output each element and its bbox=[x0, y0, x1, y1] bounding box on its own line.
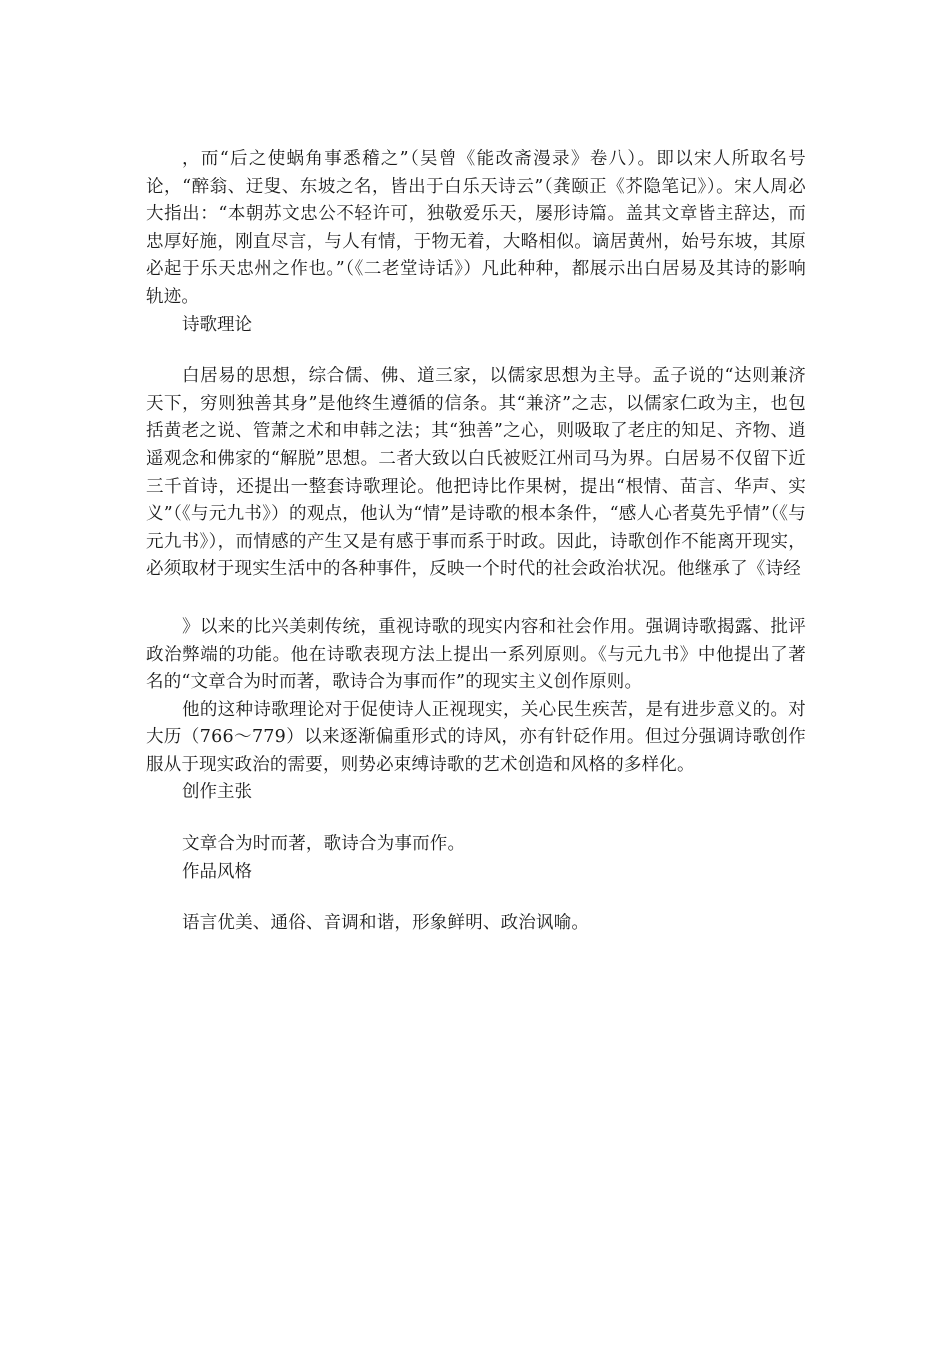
paragraph-thought: 白居易的思想，综合儒、佛、道三家，以儒家思想为主导。孟子说的“达则兼济天下，穷则独善其身”是他终生遵循的信条。其“兼济”之志，以儒家仁政为主，也包括黄老之说、管萧之术和申韩之法；其“独善”之心，则吸取了老庄的知足、齐物、逍遥观念和佛家的“解脱”思想。二者大致以白氏被贬江州司马为界。白居易不仅留下近三千首诗，还提出一整套诗歌理论。他把诗比作果树，提出“根情、苗言、华声、实义”（《与元九书》）的观点，他认为“情”是诗歌的根本条件，“感人心者莫先乎情”（《与元九书》），而情感的产生又是有感于事而系于时政。因此，诗歌创作不能离开现实，必须取材于现实生活中的各种事件，反映一个时代的社会政治状况。他继承了《诗经 bbox=[146, 366, 806, 580]
heading-poetry-theory: 诗歌理论 bbox=[182, 314, 252, 335]
paragraph-significance: 他的这种诗歌理论对于促使诗人正视现实，关心民生疾苦，是有进步意义的。对大历（766～779）以来逐渐偏重形式的诗风，亦有针砭作用。但过分强调诗歌创作服从于现实政治的需要，则势必束缚诗歌的艺术创造和风格的多样化。 bbox=[146, 699, 806, 775]
heading-creative-proposition: 创作主张 bbox=[182, 782, 252, 803]
document-body bbox=[146, 146, 806, 938]
paragraph-influence: ，而“后之使蜗角事悉稽之”（吴曾《能改斋漫录》卷八）。即以宋人所取名号论，“醉翁、迂叟、东坡之名，皆出于白乐天诗云”（龚颐正《芥隐笔记》）。宋人周必大指出：“本朝苏文忠公不轻许可，独敬爱乐天，屡形诗篇。盖其文章皆主辞达，而忠厚好施，刚直尽言，与人有情，于物无着，大略相似。谪居黄州，始号东坡，其原必起于乐天忠州之作也。”（《二老堂诗话》）凡此种种，都展示出白居易及其诗的影响轨迹。 bbox=[146, 149, 806, 307]
paragraph-style: 语言优美、通俗、音调和谐，形象鲜明、政治讽喻。 bbox=[182, 913, 590, 934]
paragraph-proposition: 文章合为时而著，歌诗合为事而作。 bbox=[182, 834, 466, 855]
heading-work-style: 作品风格 bbox=[182, 861, 252, 882]
paragraph-tradition: 》以来的比兴美刺传统，重视诗歌的现实内容和社会作用。强调诗歌揭露、批评政治弊端的功能。他在诗歌表现方法上提出一系列原则。《与元九书》中他提出了著名的“文章合为时而著，歌诗合为事而作”的现实主义创作原则。 bbox=[146, 616, 806, 693]
